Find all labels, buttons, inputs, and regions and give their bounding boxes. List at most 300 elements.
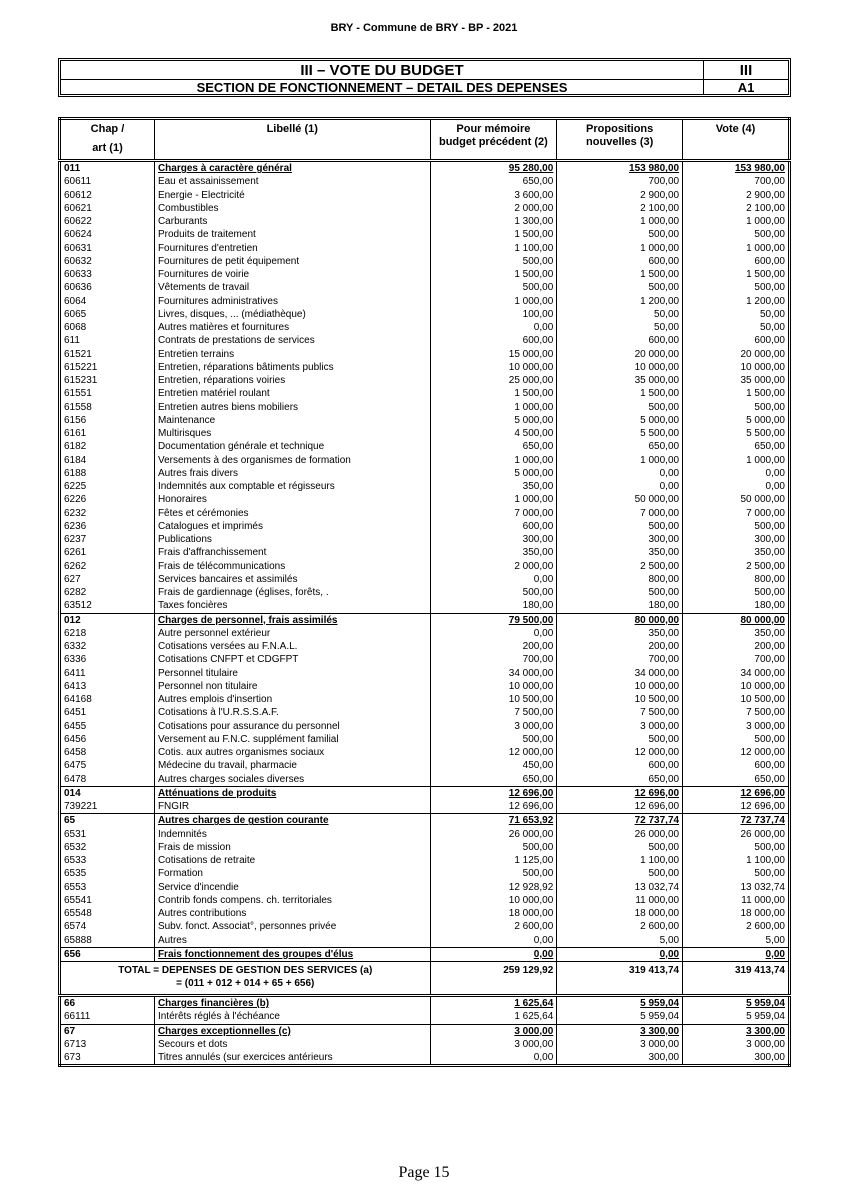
table-row [60,308,790,321]
cell-label: Versement au F.N.C. supplément familial [154,733,430,746]
cell-prev: 1 625,64 [430,1010,557,1024]
chapter-row [60,814,790,828]
cell-code: 6332 [60,640,155,653]
cell-vote: 500,00 [754,229,785,241]
cell-vote: 300,00 [754,1052,785,1064]
cell-code: 60622 [60,215,155,228]
cell-code: 012 [60,613,155,627]
cell-prev: 1 000,00 [430,493,557,506]
cell-code: 6156 [60,414,155,427]
table-row [60,640,790,653]
table-row [60,667,790,680]
cell-code: 63512 [60,599,155,613]
table-row [60,560,790,573]
cell-vote: 1 500,00 [746,388,785,400]
cell-prev: 2 600,00 [430,920,557,933]
cell-prev: 600,00 [430,520,557,533]
cell-vote: 2 600,00 [746,921,785,933]
cell-prop: 80 000,00 [557,613,683,627]
cell-vote: 300,00 [754,534,785,546]
cell-prev: 10 000,00 [430,894,557,907]
cell-prev: 3 600,00 [430,189,557,202]
col-chap [60,119,155,161]
cell-prev: 0,00 [430,934,557,948]
table-row [60,627,790,640]
table-row [60,573,790,586]
cell-label: Cotisations pour assurance du personnel [154,720,430,733]
cell-prev: 180,00 [430,599,557,613]
table-row [60,693,790,706]
cell-code: 6218 [60,627,155,640]
cell-vote: 1 000,00 [746,454,785,466]
col-memoire [430,119,557,161]
cell-code: 6232 [60,507,155,520]
table-row [60,907,790,920]
cell-label: Atténuations de produits [154,786,430,800]
cell-code: 6237 [60,533,155,546]
table-row [60,599,790,613]
table-row [60,680,790,693]
cell-prev: 34 000,00 [430,667,557,680]
table-row [60,467,790,480]
cell-prev: 10 500,00 [430,693,557,706]
cell-prop: 12 696,00 [557,786,683,800]
table-row [60,881,790,894]
cell-prop: 7 000,00 [557,507,683,520]
cell-label: Produits de traitement [154,228,430,241]
cell-prop: 12 696,00 [557,800,683,814]
table-row [60,533,790,546]
cell-vote: 200,00 [754,641,785,653]
table-row [60,480,790,493]
cell-prop: 700,00 [557,175,683,188]
cell-vote: 500,00 [754,868,785,880]
table-row [60,759,790,772]
cell-vote: 11 000,00 [741,894,785,906]
col-chap-line1: Chap / [90,123,125,135]
cell-vote: 1 000,00 [746,216,785,228]
cell-vote: 2 900,00 [746,189,785,201]
cell-label: Personnel titulaire [154,667,430,680]
cell-vote: 700,00 [754,654,785,666]
cell-vote: 13 032,74 [740,881,785,893]
cell-vote: 650,00 [754,773,785,785]
cell-prev: 300,00 [430,533,557,546]
col-chap-line2: art (1) [92,142,123,154]
cell-prev: 79 500,00 [430,613,557,627]
cell-label: Autres contributions [154,907,430,920]
cell-prop: 700,00 [557,653,683,666]
cell-vote: 3 300,00 [683,1024,790,1038]
cell-code: 64168 [60,693,155,706]
cell-vote: 650,00 [754,441,785,453]
cell-label: Entretien matériel roulant [154,387,430,400]
cell-code: 6225 [60,480,155,493]
cell-code: 6574 [60,920,155,933]
chapter-row [60,613,790,627]
cell-prev: 600,00 [430,334,557,347]
cell-label: Energie - Electricité [154,189,430,202]
cell-label: Fournitures de voirie [154,268,430,281]
cell-prev: 10 000,00 [430,680,557,693]
cell-prev: 0,00 [430,573,557,586]
cell-prop: 500,00 [557,281,683,294]
cell-prev: 500,00 [430,841,557,854]
cell-code: 6262 [60,560,155,573]
cell-prop: 2 100,00 [557,202,683,215]
cell-prev: 1 000,00 [430,295,557,308]
table-row [60,720,790,733]
cell-label: Charges de personnel, frais assimilés [154,613,430,627]
cell-prev: 95 280,00 [430,161,557,176]
cell-vote: 1 000,00 [746,242,785,254]
cell-code: 66 [60,996,155,1011]
cell-code: 6458 [60,746,155,759]
cell-label: Cotis. aux autres organismes sociaux [154,746,430,759]
page-number: Page 15 [398,1164,450,1181]
table-row [60,586,790,599]
cell-prev: 450,00 [430,759,557,772]
cell-code: 6226 [60,493,155,506]
cell-prev: 700,00 [430,653,557,666]
cell-prev: 650,00 [430,440,557,453]
cell-code: 6068 [60,321,155,334]
table-row [60,653,790,666]
cell-code: 60633 [60,268,155,281]
cell-vote: 1 500,00 [746,269,785,281]
cell-vote: 12 696,00 [683,786,790,800]
cell-prev: 12 696,00 [430,800,557,814]
table-row [60,387,790,400]
cell-code: 673 [60,1051,155,1066]
cell-code: 014 [60,786,155,800]
table-row [60,841,790,854]
cell-code: 6535 [60,867,155,880]
cell-prop: 10 000,00 [557,680,683,693]
cell-vote: 600,00 [754,255,785,267]
cell-prev: 650,00 [430,175,557,188]
cell-vote: 26 000,00 [740,828,785,840]
cell-prop: 500,00 [557,867,683,880]
cell-vote: 7 500,00 [746,707,785,719]
cell-prop: 1 000,00 [557,454,683,467]
cell-prop: 800,00 [557,573,683,586]
cell-vote: 500,00 [754,282,785,294]
cell-prev: 2 000,00 [430,202,557,215]
cell-prop: 0,00 [557,947,683,961]
cell-prev: 500,00 [430,255,557,268]
budget-table [58,117,791,1067]
cell-prev: 1 625,64 [430,996,557,1011]
cell-prev: 1 500,00 [430,268,557,281]
cell-prop: 10 000,00 [557,361,683,374]
cell-prop: 50,00 [557,321,683,334]
cell-prop: 11 000,00 [557,894,683,907]
cell-prop: 300,00 [557,1051,683,1066]
cell-code: 6456 [60,733,155,746]
cell-label: Charges financières (b) [154,996,430,1011]
cell-code: 611 [60,334,155,347]
cell-prev: 500,00 [430,586,557,599]
cell-prop: 18 000,00 [557,907,683,920]
cell-prop: 5,00 [557,934,683,948]
cell-code: 6182 [60,440,155,453]
cell-prev: 12 696,00 [430,786,557,800]
total-label-line1: TOTAL = DEPENSES DE GESTION DES SERVICES (a) [118,965,373,976]
title-box [58,58,791,97]
table-row [60,348,790,361]
cell-vote: 10 500,00 [740,694,785,706]
cell-code: 6531 [60,828,155,841]
cell-prev: 15 000,00 [430,348,557,361]
cell-label: Services bancaires et assimilés [154,573,430,586]
cell-vote: 50 000,00 [740,494,785,506]
cell-prop: 500,00 [557,586,683,599]
cell-prop: 300,00 [557,533,683,546]
cell-code: 67 [60,1024,155,1038]
cell-label: Frais de mission [154,841,430,854]
cell-label: Cotisations versées au F.N.A.L. [154,640,430,653]
cell-vote: 12 696,00 [740,801,785,813]
cell-vote: 0,00 [683,947,790,961]
cell-label: Personnel non titulaire [154,680,430,693]
table-row [60,374,790,387]
total-label [60,962,431,996]
cell-label: Médecine du travail, pharmacie [154,759,430,772]
cell-prop: 35 000,00 [557,374,683,387]
cell-prev: 1 100,00 [430,242,557,255]
cell-prop: 10 500,00 [557,693,683,706]
cell-prev: 0,00 [430,1051,557,1066]
cell-label: Multirisques [154,427,430,440]
cell-prop: 500,00 [557,841,683,854]
cell-vote: 5 000,00 [746,414,785,426]
table-row [60,493,790,506]
cell-code: 739221 [60,800,155,814]
cell-vote: 600,00 [754,335,785,347]
total-row [60,962,790,996]
cell-prev: 0,00 [430,627,557,640]
cell-label: Autres matières et fournitures [154,321,430,334]
col-memoire-line2: budget précédent (2) [438,136,548,148]
cell-code: 61551 [60,387,155,400]
cell-prop: 600,00 [557,759,683,772]
cell-vote: 2 500,00 [746,560,785,572]
cell-prev: 1 300,00 [430,215,557,228]
cell-prop: 26 000,00 [557,828,683,841]
cell-prop: 0,00 [557,467,683,480]
cell-prev: 0,00 [430,321,557,334]
cell-code: 6533 [60,854,155,867]
cell-code: 61521 [60,348,155,361]
cell-label: Contrats de prestations de services [154,334,430,347]
cell-label: Indemnités aux comptable et régisseurs [154,480,430,493]
table-row [60,894,790,907]
cell-prev: 12 928,92 [430,881,557,894]
cell-label: Vêtements de travail [154,281,430,294]
cell-label: Cotisations CNFPT et CDGFPT [154,653,430,666]
cell-label: Secours et dots [154,1038,430,1051]
cell-label: Publications [154,533,430,546]
cell-vote: 50,00 [759,322,785,334]
cell-prop: 500,00 [557,733,683,746]
cell-prop: 0,00 [557,480,683,493]
cell-prop: 5 959,04 [557,1010,683,1024]
cell-prop: 500,00 [557,401,683,414]
cell-label: Charges exceptionnelles (c) [154,1024,430,1038]
cell-code: 615231 [60,374,155,387]
cell-code: 60636 [60,281,155,294]
cell-vote: 35 000,00 [740,375,785,387]
cell-label: Charges à caractère général [154,161,430,176]
table-row [60,934,790,948]
cell-prev: 350,00 [430,546,557,559]
cell-prev: 500,00 [430,867,557,880]
cell-vote: 500,00 [754,401,785,413]
title-left [61,61,704,94]
cell-label: Documentation générale et technique [154,440,430,453]
cell-code: 6713 [60,1038,155,1051]
table-row [60,268,790,281]
cell-prop: 180,00 [557,599,683,613]
chapter-row [60,786,790,800]
cell-label: Frais d'affranchissement [154,546,430,559]
cell-vote: 600,00 [754,760,785,772]
cell-vote: 350,00 [754,627,785,639]
cell-prev: 25 000,00 [430,374,557,387]
cell-label: Catalogues et imprimés [154,520,430,533]
cell-code: 627 [60,573,155,586]
cell-code: 656 [60,947,155,961]
total-label-line2: = (011 + 012 + 014 + 65 + 656) [176,978,315,989]
cell-code: 6478 [60,773,155,787]
total-prev: 259 129,92 [430,962,557,996]
table-row [60,546,790,559]
cell-vote: 20 000,00 [740,348,785,360]
table-row [60,454,790,467]
title-sub: SECTION DE FONCTIONNEMENT – DETAIL DES DEPENSES [61,79,703,96]
cell-prop: 3 300,00 [557,1024,683,1038]
table-row [60,1051,790,1066]
col-propositions-line1: Propositions [586,123,654,135]
cell-prev: 12 000,00 [430,746,557,759]
table-row [60,440,790,453]
col-libelle: Libellé (1) [154,119,430,161]
cell-prev: 650,00 [430,773,557,787]
cell-prev: 1 000,00 [430,454,557,467]
cell-prev: 3 000,00 [430,720,557,733]
cell-label: Autres charges de gestion courante [154,814,430,828]
cell-prop: 500,00 [557,520,683,533]
cell-prop: 2 600,00 [557,920,683,933]
cell-label: Contrib fonds compens. ch. territoriales [154,894,430,907]
cell-prop: 1 000,00 [557,242,683,255]
cell-prop: 50 000,00 [557,493,683,506]
cell-label: Combustibles [154,202,430,215]
cell-prop: 5 000,00 [557,414,683,427]
table-row [60,361,790,374]
title-sub-code: A1 [704,79,788,96]
cell-prev: 4 500,00 [430,427,557,440]
cell-prop: 1 500,00 [557,268,683,281]
cell-prop: 600,00 [557,334,683,347]
cell-code: 6064 [60,295,155,308]
cell-vote: 12 000,00 [740,747,785,759]
table-row [60,281,790,294]
table-row [60,1010,790,1024]
cell-label: Fêtes et cérémonies [154,507,430,520]
cell-vote: 10 000,00 [740,680,785,692]
table-row [60,733,790,746]
cell-label: Formation [154,867,430,880]
cell-label: Carburants [154,215,430,228]
cell-prev: 5 000,00 [430,414,557,427]
cell-vote: 50,00 [759,308,785,320]
cell-vote: 10 000,00 [740,361,785,373]
cell-vote: 3 000,00 [746,1038,785,1050]
cell-vote: 153 980,00 [683,161,790,176]
table-row [60,414,790,427]
table-header-row [60,119,790,161]
table-row [60,242,790,255]
cell-prev: 1 500,00 [430,387,557,400]
cell-code: 6188 [60,467,155,480]
cell-prev: 2 000,00 [430,560,557,573]
cell-code: 60612 [60,189,155,202]
cell-prop: 600,00 [557,255,683,268]
cell-vote: 0,00 [765,481,785,493]
table-row [60,867,790,880]
table-row [60,1038,790,1051]
cell-vote: 18 000,00 [740,908,785,920]
cell-code: 615221 [60,361,155,374]
cell-vote: 0,00 [765,467,785,479]
cell-vote: 5 500,00 [746,428,785,440]
title-main: III – VOTE DU BUDGET [300,62,464,79]
cell-vote: 3 000,00 [746,720,785,732]
cell-prop: 2 900,00 [557,189,683,202]
cell-label: FNGIR [154,800,430,814]
table-row [60,228,790,241]
cell-code: 6236 [60,520,155,533]
cell-prop: 500,00 [557,228,683,241]
cell-prev: 18 000,00 [430,907,557,920]
cell-vote: 180,00 [754,600,785,612]
cell-code: 6411 [60,667,155,680]
cell-prop: 7 500,00 [557,706,683,719]
cell-prev: 5 000,00 [430,467,557,480]
table-row [60,828,790,841]
cell-code: 60621 [60,202,155,215]
cell-prev: 7 500,00 [430,706,557,719]
table-row [60,920,790,933]
chapter-row [60,1024,790,1038]
cell-label: Entretien terrains [154,348,430,361]
cell-vote: 34 000,00 [740,667,785,679]
cell-label: Taxes foncières [154,599,430,613]
cell-code: 6532 [60,841,155,854]
cell-vote: 350,00 [754,547,785,559]
cell-prop: 2 500,00 [557,560,683,573]
cell-code: 60611 [60,175,155,188]
cell-prop: 13 032,74 [557,881,683,894]
cell-label: Fournitures d'entretien [154,242,430,255]
cell-prev: 500,00 [430,281,557,294]
cell-prop: 200,00 [557,640,683,653]
table-row [60,854,790,867]
cell-label: Service d'incendie [154,881,430,894]
table-row [60,427,790,440]
